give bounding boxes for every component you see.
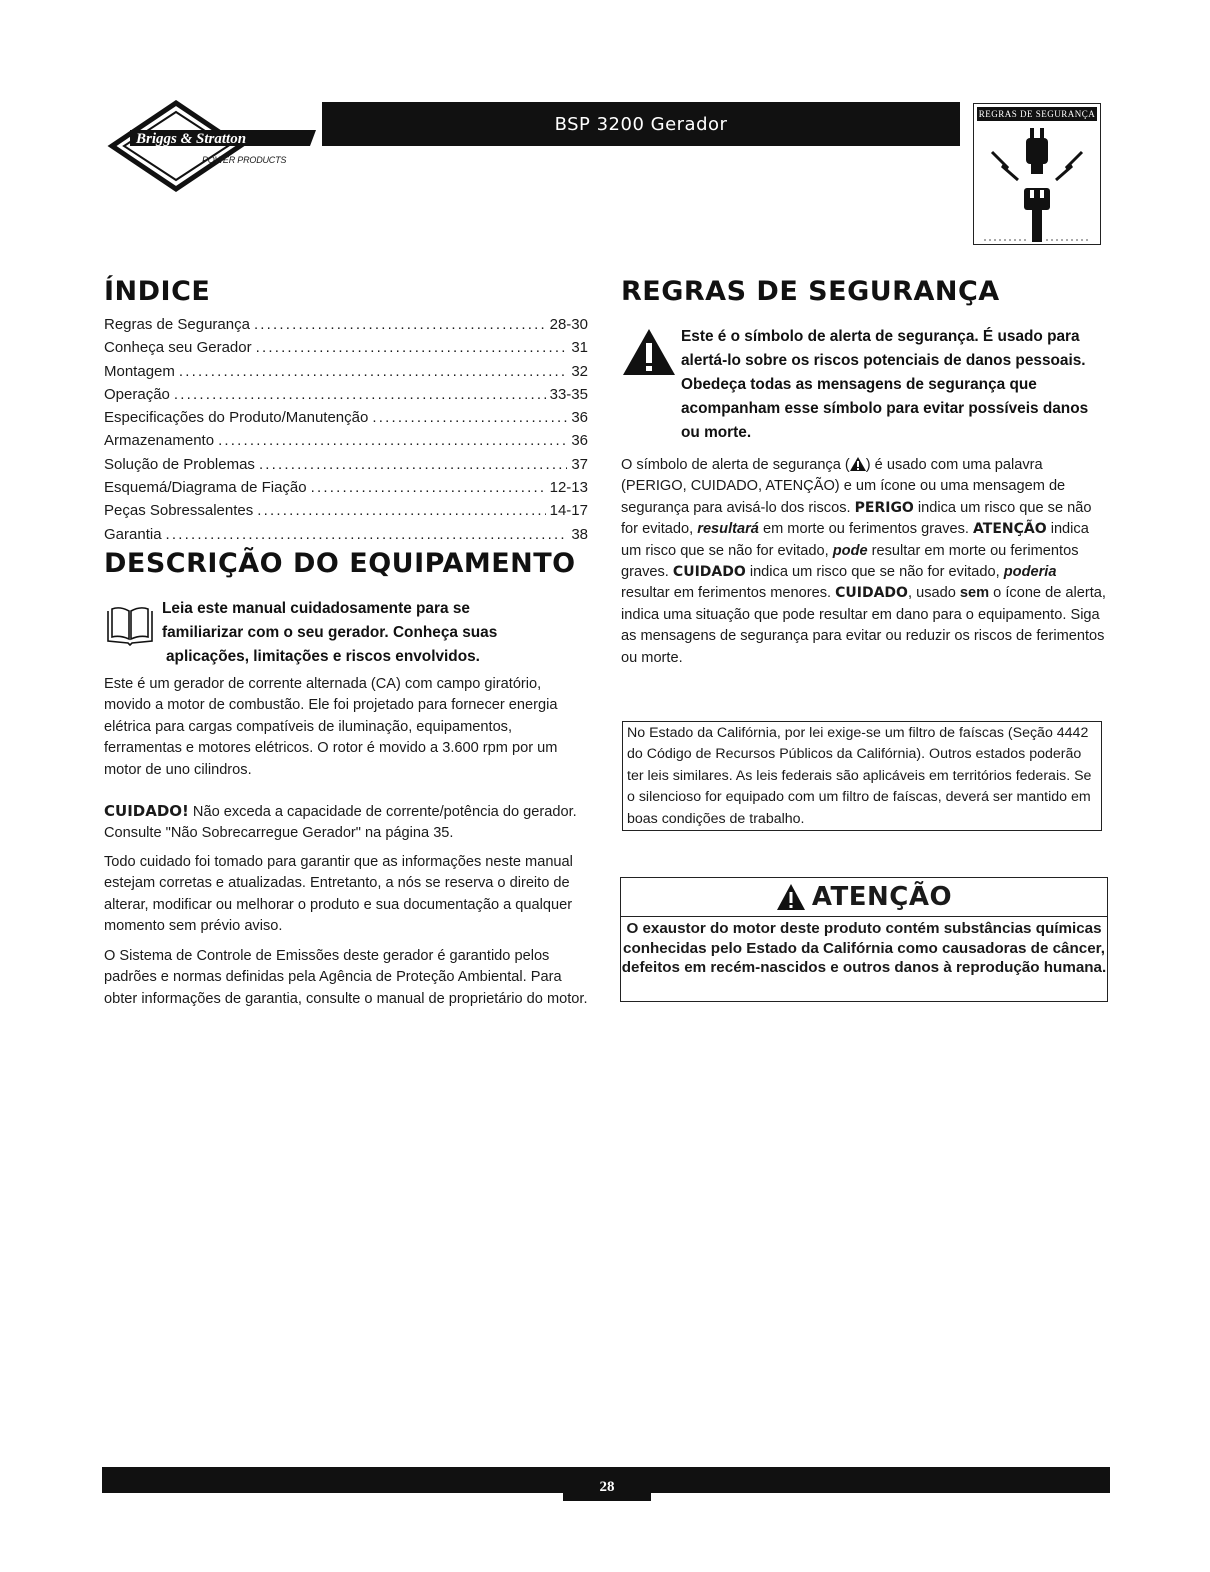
disclaimer-paragraph: Todo cuidado foi tomado para garantir que as informações neste manual estejam corretas e atualizadas. Entretanto, a nós se reserva o direito de alterar, modificar ou melhorar o produto e sua documentação a qualquer momento sem prévio aviso.	[104, 854, 573, 935]
toc-item[interactable]: Conheça seu Gerador ..... 31	[104, 336, 588, 359]
caution-paragraph	[104, 801, 592, 845]
toc-item[interactable]: Armazenamento ..... 36	[104, 429, 588, 452]
toc-item[interactable]: Peças Sobressalentes ..... 14-17	[104, 499, 588, 522]
electric-plug-icon	[978, 124, 1096, 242]
safety-alert-intro	[621, 325, 1109, 445]
description-paragraph: Este é um gerador de corrente alternada (CA) com campo giratório, movido a motor de combustão. Ele foi projetado para fornecer energia elétrica para cargas compatíveis de iluminação, equipamentos, ferramentas e motores elétricos. O rotor é movido a 3.600 rpm por um motor de uno cilindros.	[104, 676, 558, 778]
toc-item[interactable]: Operação ..... 33-35	[104, 383, 588, 406]
signal-words-paragraph: O símbolo de alerta de segurança ( ) é usado com uma palavra (PERIGO, CUIDADO, ATENÇÃO) e um ícone ou uma mensagem de segurança para avisá-lo dos riscos. PERIGO indica um risco que se não for evitado, resultará em morte ou ferimentos graves. ATENÇÃO indica um risco que se não for evitado, pode resultar em morte ou ferimentos graves. CUIDADO indica um risco que se não for evitado, poderia resultar em ferimentos menores. CUIDADO, usado sem o ícone de alerta, indica uma situação que pode resultar em dano para o equipamento. Siga as mensagens de segurança para evitar ou reduzir os riscos de ferimentos ou morte.	[621, 457, 1106, 666]
document-title: BSP 3200 Gerador	[554, 113, 728, 135]
warning-header	[621, 878, 1107, 917]
toc-item[interactable]: Especificações do Produto/Manutenção ..... 36	[104, 406, 588, 429]
safety-rules-badge	[973, 103, 1101, 245]
toc-heading: ÍNDICE	[104, 276, 211, 307]
toc-item[interactable]: Montagem ..... 32	[104, 360, 588, 383]
california-spark-arrester-note: No Estado da Califórnia, por lei exige-se um filtro de faíscas (Seção 4442 do Código de Recursos Públicos da Califórnia). Outros estados poderão ter leis similares. As leis federais são aplicáveis em territórios federais. Se o silencioso for equipado com um filtro de faíscas, deverá ser mantido em boas condições de trabalho.	[622, 721, 1102, 831]
warning-message: O exaustor do motor deste produto contém substâncias químicas conhecidas pelo Estado da Califórnia como causadoras de câncer, defeitos em recém-nascidos e outros danos à reprodução humana.	[621, 920, 1107, 976]
safety-heading: REGRAS DE SEGURANÇA	[621, 276, 1000, 307]
toc-item[interactable]: Solução de Problemas ..... 37	[104, 453, 588, 476]
toc-item[interactable]: Regras de Segurança ..... 28-30	[104, 313, 588, 336]
manual-notice-line: aplicações, limitações e riscos envolvidos.	[166, 648, 480, 665]
warning-box	[620, 877, 1108, 1002]
brand-name: Briggs & Stratton	[136, 131, 247, 147]
caution-text: Não exceda a capacidade de corrente/potência do gerador. Consulte "Não Sobrecarregue Gerador" na página 35.	[104, 804, 577, 842]
warning-triangle-icon	[776, 883, 806, 911]
table-of-contents	[104, 313, 588, 546]
warning-triangle-icon	[621, 325, 677, 377]
description-heading: DESCRIÇÃO DO EQUIPAMENTO	[104, 548, 576, 579]
brand-subtitle: POWER PRODUCTS	[202, 155, 287, 165]
manual-notice-line: familiarizar com o seu gerador. Conheça suas	[162, 624, 498, 641]
toc-item[interactable]: Garantia ..... 38	[104, 523, 588, 546]
read-manual-notice	[104, 597, 590, 669]
alert-intro-text: Este é o símbolo de alerta de segurança. É usado para alertá-lo sobre os riscos potenciais de danos pessoais. Obedeça todas as mensagens de segurança que acompanham esse símbolo para evitar possíveis danos ou morte.	[681, 328, 1089, 441]
manual-book-icon	[104, 605, 156, 647]
toc-item[interactable]: Esquemá/Diagrama de Fiação ..... 12-13	[104, 476, 588, 499]
warning-triangle-icon	[850, 457, 866, 471]
manual-notice-line: Leia este manual cuidadosamente para se	[162, 600, 470, 617]
warning-title: ATENÇÃO	[811, 882, 953, 912]
emissions-paragraph: O Sistema de Controle de Emissões deste gerador é garantido pelos padrões e normas definidas pela Agência de Proteção Ambiental. Para obter informações de garantia, consulte o manual de proprietário do motor.	[104, 948, 588, 1007]
badge-label: REGRAS DE SEGURANÇA	[978, 109, 1096, 119]
brand-logo	[106, 100, 338, 192]
header-title-bar	[322, 102, 960, 146]
caution-label: CUIDADO!	[104, 802, 189, 820]
page-number: 28	[563, 1467, 651, 1501]
